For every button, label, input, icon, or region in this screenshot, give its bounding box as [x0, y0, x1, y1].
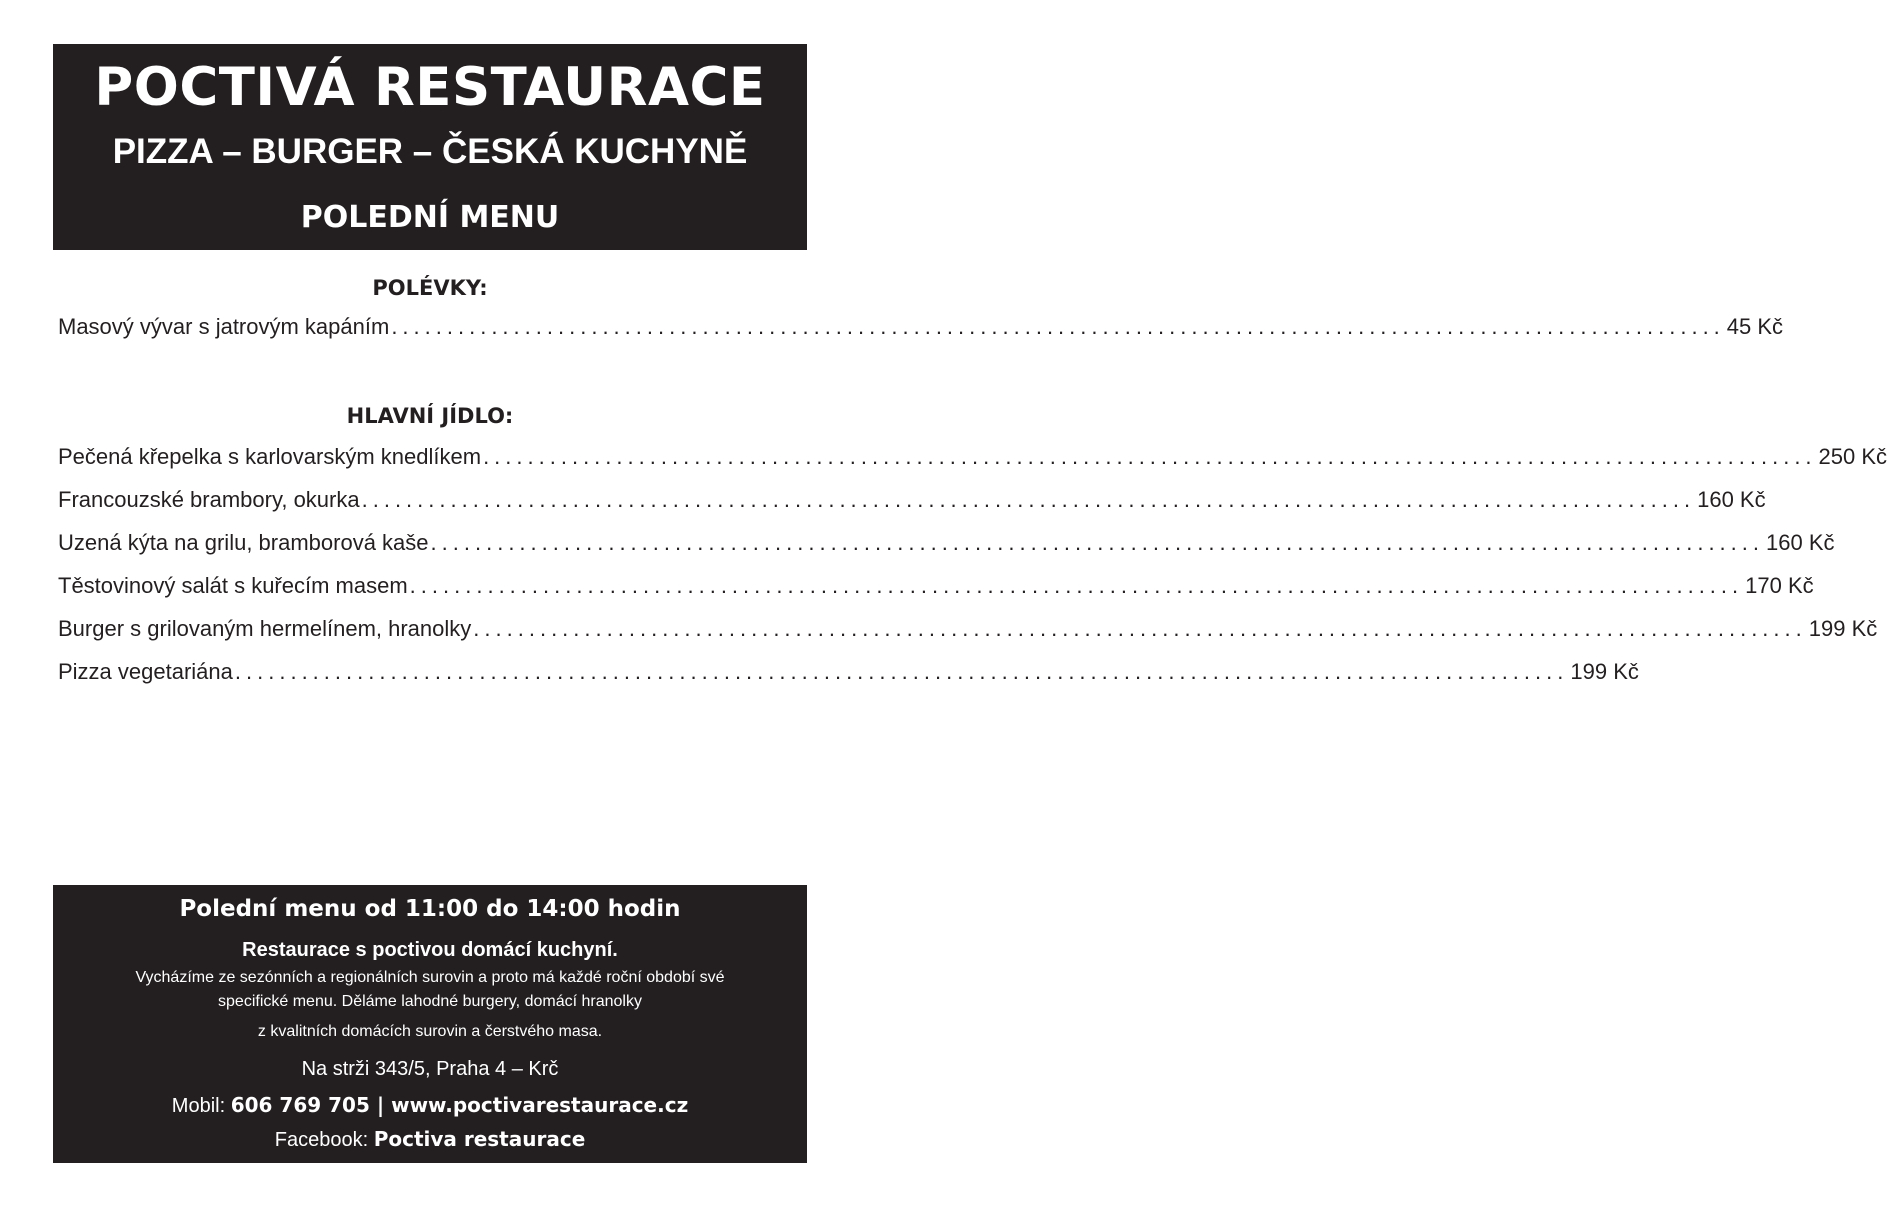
dot-leader: ........................................................................................................................: [483, 444, 1817, 469]
facebook-label: Facebook:: [274, 1129, 374, 1151]
mobile-label: Mobil:: [171, 1095, 231, 1117]
menu-item: [58, 573, 1814, 616]
menu-item-name: Masový vývar s jatrovým kapáním: [58, 314, 390, 339]
menu-item-name: Burger s grilovaným hermelínem, hranolky: [58, 616, 472, 641]
contact-line: [53, 1091, 807, 1120]
mains-section-title: HLAVNÍ JÍDLO:: [346, 404, 514, 428]
menu-item-name: Francouzské brambory, okurka: [58, 487, 360, 512]
menu-item: [58, 487, 1766, 530]
menu-item: [58, 444, 1887, 487]
dot-leader: ........................................................................................................................: [361, 487, 1696, 512]
description-line-1: Vycházíme ze sezónních a regionálních surovin a proto má každé roční období své: [135, 969, 725, 986]
mobile-number: 606 769 705: [230, 1093, 370, 1117]
facebook-page-name[interactable]: Poctiva restaurace: [373, 1127, 586, 1151]
menu-item: [58, 530, 1835, 573]
lunch-menu-heading: POLEDNÍ MENU: [300, 200, 560, 235]
tagline: Restaurace s poctivou domácí kuchyní.: [242, 939, 618, 961]
menu-item-name: Těstovinový salát s kuřecím masem: [58, 573, 408, 598]
menu-item-price: 45 Kč: [1726, 314, 1784, 339]
menu-item-price: 199 Kč: [1570, 659, 1639, 684]
soups-section-title: POLÉVKY:: [372, 276, 488, 300]
mains-list: [58, 444, 1887, 702]
restaurant-subtitle: PIZZA – BURGER – ČESKÁ KUCHYNĚ: [112, 132, 748, 171]
dot-leader: ........................................................................................................................: [234, 659, 1569, 684]
website-link[interactable]: www.poctivarestaurace.cz: [391, 1093, 689, 1117]
lunch-hours: Polední menu od 11:00 do 14:00 hodin: [179, 896, 681, 922]
menu-item: [58, 314, 1784, 357]
soups-list: [58, 314, 1784, 357]
menu-item-price: 199 Kč: [1808, 616, 1878, 641]
footer-info-box: [53, 885, 807, 1163]
menu-item-name: Uzená kýta na grilu, bramborová kaše: [58, 530, 429, 555]
header-banner: [53, 44, 807, 250]
dot-leader: ........................................................................................................................: [391, 314, 1725, 339]
description-line-2: specifické menu. Děláme lahodné burgery, domácí hranolky: [218, 993, 642, 1010]
menu-item-price: 250 Kč: [1818, 444, 1887, 469]
dot-leader: ........................................................................................................................: [409, 573, 1744, 598]
restaurant-name: POCTIVÁ RESTAURACE: [94, 57, 766, 118]
facebook-line: [53, 1125, 807, 1154]
menu-item: [58, 659, 1639, 702]
address: Na strži 343/5, Praha 4 – Krč: [301, 1058, 559, 1080]
menu-item-price: 170 Kč: [1745, 573, 1814, 598]
description-line-3: z kvalitních domácích surovin a čerstvého masa.: [257, 1023, 603, 1040]
menu-item: [58, 616, 1878, 659]
dot-leader: ........................................................................................................................: [473, 616, 1807, 641]
contact-separator: |: [369, 1093, 392, 1117]
menu-item-price: 160 Kč: [1697, 487, 1766, 512]
menu-item-name: Pizza vegetariána: [58, 659, 233, 684]
menu-item-name: Pečená křepelka s karlovarským knedlíkem: [58, 444, 482, 469]
dot-leader: ........................................................................................................................: [430, 530, 1765, 555]
menu-item-price: 160 Kč: [1766, 530, 1835, 555]
